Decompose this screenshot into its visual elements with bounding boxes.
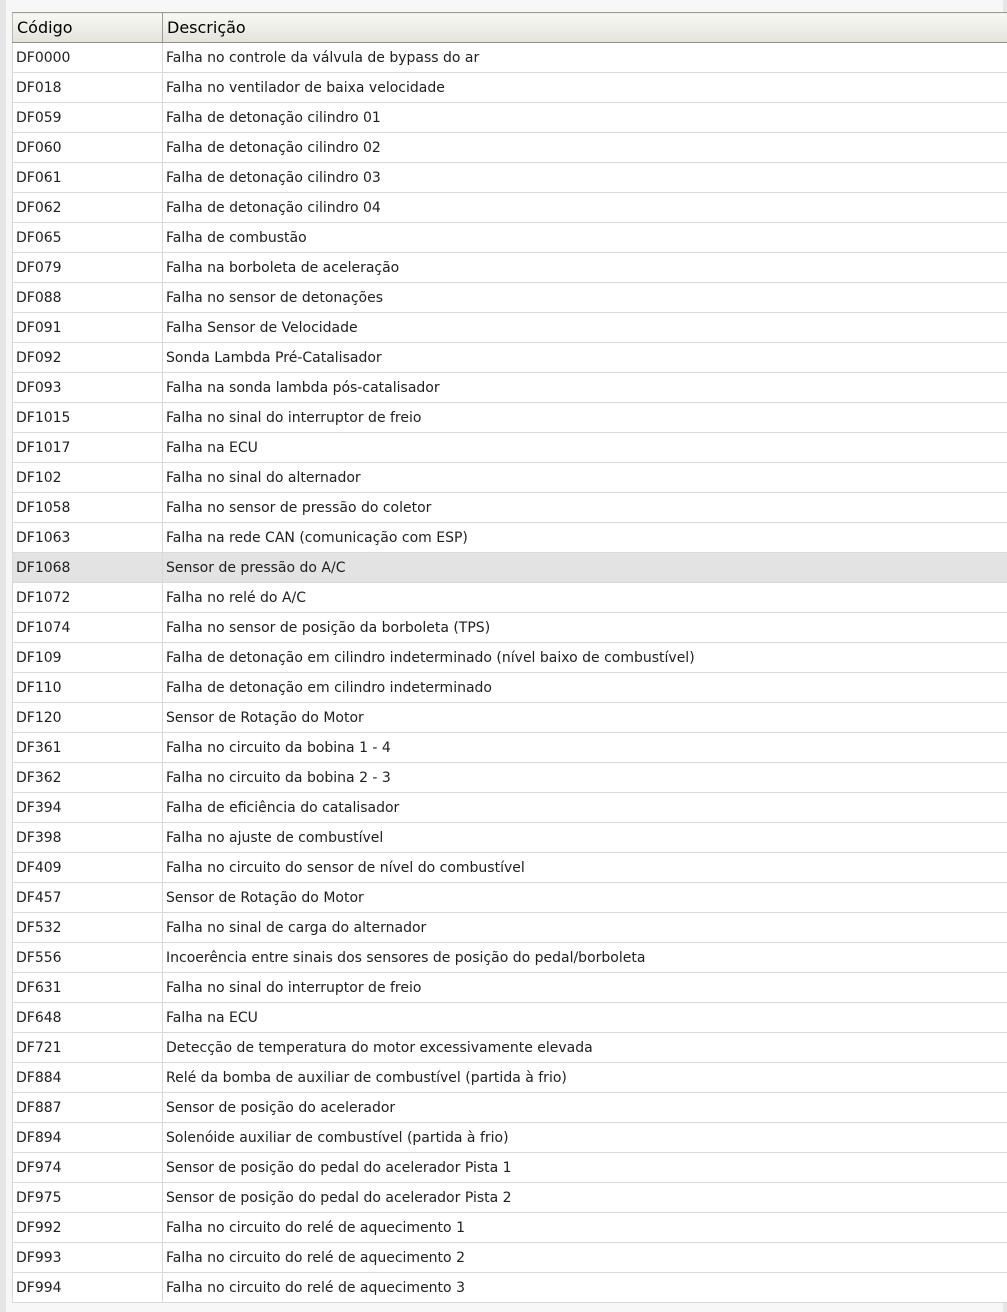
table-row[interactable] xyxy=(13,553,1007,583)
fault-description-cell[interactable]: Falha na rede CAN (comunicação com ESP) xyxy=(163,523,1007,553)
table-row[interactable] xyxy=(13,1153,1007,1183)
fault-code-cell[interactable]: DF409 xyxy=(13,853,163,883)
fault-code-cell[interactable]: DF556 xyxy=(13,943,163,973)
fault-description-cell[interactable]: Falha no sinal do alternador xyxy=(163,463,1007,493)
fault-code-cell[interactable]: DF110 xyxy=(13,673,163,703)
fault-description-cell[interactable]: Falha de detonação cilindro 03 xyxy=(163,163,1007,193)
fault-code-cell[interactable]: DF648 xyxy=(13,1003,163,1033)
fault-code-cell[interactable]: DF894 xyxy=(13,1123,163,1153)
fault-code-cell[interactable]: DF0000 xyxy=(13,43,163,73)
table-row[interactable] xyxy=(13,703,1007,733)
fault-code-cell[interactable]: DF062 xyxy=(13,193,163,223)
table-row[interactable] xyxy=(13,433,1007,463)
fault-code-cell[interactable]: DF457 xyxy=(13,883,163,913)
fault-code-cell[interactable]: DF061 xyxy=(13,163,163,193)
fault-description-cell[interactable]: Detecção de temperatura do motor excessivamente elevada xyxy=(163,1033,1007,1063)
fault-code-cell[interactable]: DF1072 xyxy=(13,583,163,613)
fault-description-cell[interactable]: Sensor de posição do pedal do acelerador Pista 1 xyxy=(163,1153,1007,1183)
fault-code-cell[interactable]: DF059 xyxy=(13,103,163,133)
fault-code-cell[interactable]: DF884 xyxy=(13,1063,163,1093)
column-header-code[interactable]: Código xyxy=(13,13,163,43)
table-row[interactable] xyxy=(13,1033,1007,1063)
fault-description-cell[interactable]: Falha de combustão xyxy=(163,223,1007,253)
fault-description-cell[interactable]: Relé da bomba de auxiliar de combustível (partida à frio) xyxy=(163,1063,1007,1093)
fault-code-cell[interactable]: DF1074 xyxy=(13,613,163,643)
fault-code-cell[interactable]: DF398 xyxy=(13,823,163,853)
table-row[interactable] xyxy=(13,943,1007,973)
table-row[interactable] xyxy=(13,973,1007,1003)
fault-description-cell[interactable]: Falha de detonação cilindro 02 xyxy=(163,133,1007,163)
fault-codes-table xyxy=(12,12,1007,1303)
fault-code-cell[interactable]: DF102 xyxy=(13,463,163,493)
fault-description-cell[interactable]: Incoerência entre sinais dos sensores de posição do pedal/borboleta xyxy=(163,943,1007,973)
table-row[interactable] xyxy=(13,403,1007,433)
fault-description-cell[interactable]: Falha no ajuste de combustível xyxy=(163,823,1007,853)
fault-code-cell[interactable]: DF974 xyxy=(13,1153,163,1183)
table-row[interactable] xyxy=(13,133,1007,163)
table-row[interactable] xyxy=(13,673,1007,703)
fault-description-cell[interactable]: Falha de detonação em cilindro indeterminado xyxy=(163,673,1007,703)
fault-description-cell[interactable]: Falha no sensor de posição da borboleta (TPS) xyxy=(163,613,1007,643)
fault-code-cell[interactable]: DF060 xyxy=(13,133,163,163)
table-row[interactable] xyxy=(13,523,1007,553)
fault-description-cell[interactable]: Falha no controle da válvula de bypass do ar xyxy=(163,43,1007,73)
fault-description-cell[interactable]: Falha no circuito do relé de aquecimento 2 xyxy=(163,1243,1007,1273)
fault-description-cell[interactable]: Falha no sinal do interruptor de freio xyxy=(163,403,1007,433)
fault-description-cell[interactable]: Sensor de Rotação do Motor xyxy=(163,883,1007,913)
fault-code-cell[interactable]: DF091 xyxy=(13,313,163,343)
table-row[interactable] xyxy=(13,1123,1007,1153)
fault-code-cell[interactable]: DF018 xyxy=(13,73,163,103)
table-row[interactable] xyxy=(13,1213,1007,1243)
fault-code-cell[interactable]: DF109 xyxy=(13,643,163,673)
fault-code-cell[interactable]: DF887 xyxy=(13,1093,163,1123)
table-row[interactable] xyxy=(13,493,1007,523)
table-row[interactable] xyxy=(13,463,1007,493)
table-row[interactable] xyxy=(13,253,1007,283)
fault-description-cell[interactable]: Falha no circuito do sensor de nível do combustível xyxy=(163,853,1007,883)
fault-code-cell[interactable]: DF093 xyxy=(13,373,163,403)
fault-code-cell[interactable]: DF120 xyxy=(13,703,163,733)
fault-code-cell[interactable]: DF532 xyxy=(13,913,163,943)
fault-code-cell[interactable]: DF1015 xyxy=(13,403,163,433)
fault-description-cell[interactable]: Falha no circuito da bobina 1 - 4 xyxy=(163,733,1007,763)
table-row[interactable] xyxy=(13,883,1007,913)
fault-description-cell[interactable]: Falha no sensor de detonações xyxy=(163,283,1007,313)
fault-description-cell[interactable]: Falha no sinal do interruptor de freio xyxy=(163,973,1007,1003)
fault-description-cell[interactable]: Sensor de pressão do A/C xyxy=(163,553,1007,583)
table-row[interactable] xyxy=(13,283,1007,313)
fault-code-cell[interactable]: DF394 xyxy=(13,793,163,823)
table-body xyxy=(13,43,1007,1303)
fault-description-cell[interactable]: Falha no circuito do relé de aquecimento 3 xyxy=(163,1273,1007,1303)
fault-code-cell[interactable]: DF1017 xyxy=(13,433,163,463)
fault-code-cell[interactable]: DF975 xyxy=(13,1183,163,1213)
table-row[interactable] xyxy=(13,43,1007,73)
fault-description-cell[interactable]: Falha no sinal de carga do alternador xyxy=(163,913,1007,943)
fault-code-cell[interactable]: DF092 xyxy=(13,343,163,373)
table-row[interactable] xyxy=(13,1273,1007,1303)
fault-description-cell[interactable]: Falha de detonação em cilindro indeterminado (nível baixo de combustível) xyxy=(163,643,1007,673)
table-row[interactable] xyxy=(13,823,1007,853)
table-row[interactable] xyxy=(13,1243,1007,1273)
fault-description-cell[interactable]: Falha na ECU xyxy=(163,1003,1007,1033)
table-row[interactable] xyxy=(13,193,1007,223)
fault-code-cell[interactable]: DF1068 xyxy=(13,553,163,583)
fault-description-cell[interactable]: Sonda Lambda Pré-Catalisador xyxy=(163,343,1007,373)
fault-code-cell[interactable]: DF361 xyxy=(13,733,163,763)
table-row[interactable] xyxy=(13,1183,1007,1213)
table-row[interactable] xyxy=(13,733,1007,763)
table-header-row xyxy=(13,13,1007,43)
table-row[interactable] xyxy=(13,583,1007,613)
fault-code-cell[interactable]: DF065 xyxy=(13,223,163,253)
fault-description-cell[interactable]: Falha de detonação cilindro 04 xyxy=(163,193,1007,223)
table-row[interactable] xyxy=(13,73,1007,103)
fault-description-cell[interactable]: Falha na ECU xyxy=(163,433,1007,463)
fault-description-cell[interactable]: Sensor de posição do pedal do acelerador Pista 2 xyxy=(163,1183,1007,1213)
table-row[interactable] xyxy=(13,343,1007,373)
fault-description-cell[interactable]: Falha na sonda lambda pós-catalisador xyxy=(163,373,1007,403)
fault-description-cell[interactable]: Falha de detonação cilindro 01 xyxy=(163,103,1007,133)
table-row[interactable] xyxy=(13,853,1007,883)
fault-description-cell[interactable]: Sensor de Rotação do Motor xyxy=(163,703,1007,733)
fault-description-cell[interactable]: Falha no relé do A/C xyxy=(163,583,1007,613)
column-header-description[interactable]: Descrição xyxy=(163,13,1007,43)
fault-code-cell[interactable]: DF1058 xyxy=(13,493,163,523)
table-row[interactable] xyxy=(13,223,1007,253)
fault-codes-table-container xyxy=(12,12,1007,1303)
fault-code-cell[interactable]: DF631 xyxy=(13,973,163,1003)
fault-description-cell[interactable]: Sensor de posição do acelerador xyxy=(163,1093,1007,1123)
table-row[interactable] xyxy=(13,1003,1007,1033)
fault-code-cell[interactable]: DF362 xyxy=(13,763,163,793)
table-row[interactable] xyxy=(13,163,1007,193)
table-row[interactable] xyxy=(13,313,1007,343)
fault-description-cell[interactable]: Solenóide auxiliar de combustível (partida à frio) xyxy=(163,1123,1007,1153)
fault-code-cell[interactable]: DF993 xyxy=(13,1243,163,1273)
fault-description-cell[interactable]: Falha no ventilador de baixa velocidade xyxy=(163,73,1007,103)
fault-code-cell[interactable]: DF079 xyxy=(13,253,163,283)
table-row[interactable] xyxy=(13,1093,1007,1123)
fault-description-cell[interactable]: Falha no sensor de pressão do coletor xyxy=(163,493,1007,523)
table-row[interactable] xyxy=(13,613,1007,643)
table-row[interactable] xyxy=(13,373,1007,403)
table-row[interactable] xyxy=(13,793,1007,823)
table-row[interactable] xyxy=(13,763,1007,793)
fault-code-cell[interactable]: DF088 xyxy=(13,283,163,313)
table-row[interactable] xyxy=(13,913,1007,943)
fault-description-cell[interactable]: Falha Sensor de Velocidade xyxy=(163,313,1007,343)
table-row[interactable] xyxy=(13,103,1007,133)
fault-code-cell[interactable]: DF1063 xyxy=(13,523,163,553)
fault-code-cell[interactable]: DF721 xyxy=(13,1033,163,1063)
table-row[interactable] xyxy=(13,1063,1007,1093)
fault-code-cell[interactable]: DF994 xyxy=(13,1273,163,1303)
fault-code-cell[interactable]: DF992 xyxy=(13,1213,163,1243)
fault-description-cell[interactable]: Falha no circuito do relé de aquecimento 1 xyxy=(163,1213,1007,1243)
fault-description-cell[interactable]: Falha de eficiência do catalisador xyxy=(163,793,1007,823)
table-row[interactable] xyxy=(13,643,1007,673)
fault-description-cell[interactable]: Falha na borboleta de aceleração xyxy=(163,253,1007,283)
fault-description-cell[interactable]: Falha no circuito da bobina 2 - 3 xyxy=(163,763,1007,793)
